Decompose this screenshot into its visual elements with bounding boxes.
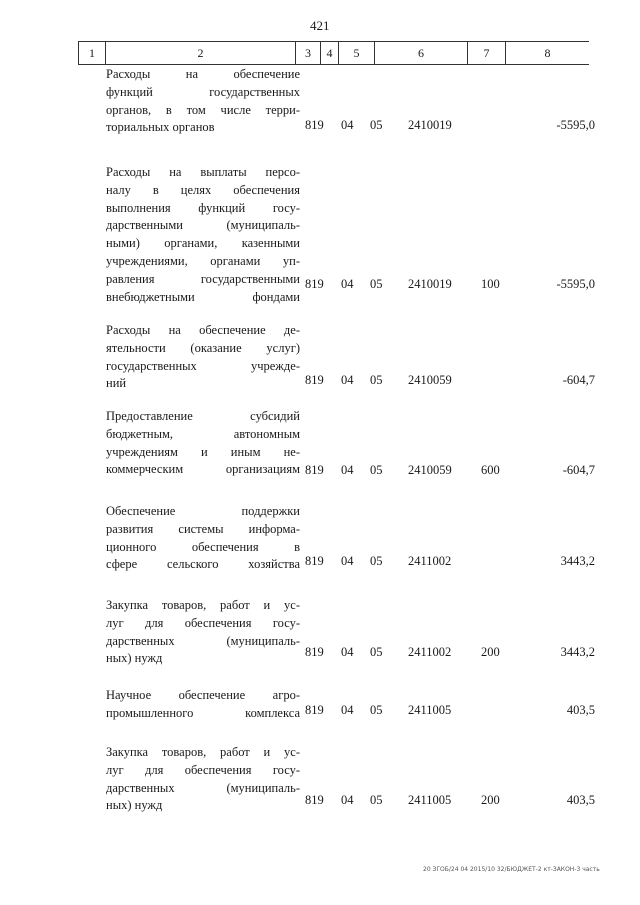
target-article-cell: 2410059 — [408, 463, 452, 477]
row-description — [106, 164, 300, 306]
target-article-cell: 2410019 — [408, 277, 452, 291]
description-line: сфере сельского хозяйства — [106, 557, 300, 572]
section-cell: 04 — [341, 118, 354, 132]
row-description — [106, 744, 300, 815]
header-col-7: 7 — [468, 42, 506, 64]
target-article-cell: 2411005 — [408, 703, 452, 717]
description-line: налу в целях обеспечения — [106, 182, 300, 197]
grbs-cell: 819 — [305, 554, 324, 568]
amount-cell: 3443,2 — [560, 645, 595, 659]
description-line: ний — [106, 376, 127, 391]
section-cell: 04 — [341, 645, 354, 659]
table-header — [78, 41, 589, 65]
grbs-cell: 819 — [305, 703, 324, 717]
subsection-cell: 05 — [370, 277, 383, 291]
expense-type-cell: 200 — [481, 793, 500, 807]
section-cell: 04 — [341, 373, 354, 387]
header-col-5: 5 — [339, 42, 375, 64]
row-description — [106, 687, 300, 723]
description-line: ятельности (оказание услуг) — [106, 340, 300, 355]
section-cell: 04 — [341, 793, 354, 807]
description-line: дарственными (муниципаль- — [106, 218, 300, 233]
subsection-cell: 05 — [370, 703, 383, 717]
description-line: Закупка товаров, работ и ус- — [106, 745, 300, 759]
section-cell: 04 — [341, 703, 354, 717]
page-number: 421 — [310, 18, 330, 33]
description-line: Расходы на выплаты персо- — [106, 165, 300, 179]
description-line: ционного обеспечения в — [106, 539, 300, 554]
description-line: выполнения функций госу- — [106, 200, 300, 215]
description-line: Обеспечение поддержки — [106, 504, 300, 518]
expense-type-cell: 100 — [481, 277, 500, 291]
amount-cell: -5595,0 — [556, 118, 595, 132]
description-line: ториальных органов — [106, 120, 215, 135]
description-line: ных) нужд — [106, 798, 163, 813]
grbs-cell: 819 — [305, 373, 324, 387]
header-col-4: 4 — [321, 42, 339, 64]
description-line: луг для обеспечения госу- — [106, 762, 300, 777]
amount-cell: 3443,2 — [560, 554, 595, 568]
grbs-cell: 819 — [305, 463, 324, 477]
description-line: дарственных (муниципаль- — [106, 780, 300, 795]
description-line: государственных учрежде- — [106, 358, 300, 373]
grbs-cell: 819 — [305, 277, 324, 291]
description-line: Расходы на обеспечение — [106, 67, 300, 81]
target-article-cell: 2411002 — [408, 645, 452, 659]
description-line: коммерческим организациям — [106, 462, 300, 477]
description-line: равления государственными — [106, 271, 300, 286]
description-line: учреждениями, органами уп- — [106, 253, 300, 268]
subsection-cell: 05 — [370, 793, 383, 807]
description-line: дарственных (муниципаль- — [106, 633, 300, 648]
subsection-cell: 05 — [370, 373, 383, 387]
grbs-cell: 819 — [305, 793, 324, 807]
amount-cell: 403,5 — [566, 703, 595, 717]
amount-cell: 403,5 — [566, 793, 595, 807]
subsection-cell: 05 — [370, 645, 383, 659]
row-description — [106, 503, 300, 574]
subsection-cell: 05 — [370, 463, 383, 477]
target-article-cell: 2411002 — [408, 554, 452, 568]
row-description — [106, 66, 300, 137]
footer-code: 20 ЗГОБ/24 04 2015/10 32/БЮДЖЕТ-2 кт-ЗАКОН-3 часть — [423, 866, 600, 873]
section-cell: 04 — [341, 463, 354, 477]
header-col-1: 1 — [79, 42, 106, 64]
expense-type-cell: 600 — [481, 463, 500, 477]
expense-type-cell: 200 — [481, 645, 500, 659]
target-article-cell: 2410019 — [408, 118, 452, 132]
header-col-2: 2 — [106, 42, 296, 64]
grbs-cell: 819 — [305, 645, 324, 659]
row-description — [106, 322, 300, 393]
description-line: луг для обеспечения госу- — [106, 615, 300, 630]
header-col-8: 8 — [544, 46, 551, 60]
description-line: Предоставление субсидий — [106, 409, 300, 423]
section-cell: 04 — [341, 554, 354, 568]
grbs-cell: 819 — [305, 118, 324, 132]
description-line: учреждениям и иным не- — [106, 444, 300, 459]
description-line: промышленного комплекса — [106, 705, 300, 720]
description-line: внебюджетными фондами — [106, 289, 300, 304]
row-description — [106, 597, 300, 668]
description-line: Расходы на обеспечение де- — [106, 323, 300, 337]
amount-cell: -604,7 — [562, 373, 595, 387]
description-line: бюджетным, автономным — [106, 426, 300, 441]
subsection-cell: 05 — [370, 554, 383, 568]
description-line: функций государственных — [106, 84, 300, 99]
description-line: органов, в том числе терри- — [106, 102, 300, 117]
header-col-6: 6 — [375, 42, 468, 64]
description-line: развития системы информа- — [106, 521, 300, 536]
row-description — [106, 408, 300, 479]
amount-cell: -5595,0 — [556, 277, 595, 291]
description-line: Научное обеспечение агро- — [106, 688, 300, 702]
target-article-cell: 2411005 — [408, 793, 452, 807]
section-cell: 04 — [341, 277, 354, 291]
description-line: ными) органами, казенными — [106, 236, 300, 251]
subsection-cell: 05 — [370, 118, 383, 132]
description-line: Закупка товаров, работ и ус- — [106, 598, 300, 612]
description-line: ных) нужд — [106, 651, 163, 666]
target-article-cell: 2410059 — [408, 373, 452, 387]
amount-cell: -604,7 — [562, 463, 595, 477]
header-col-3: 3 — [296, 42, 321, 64]
